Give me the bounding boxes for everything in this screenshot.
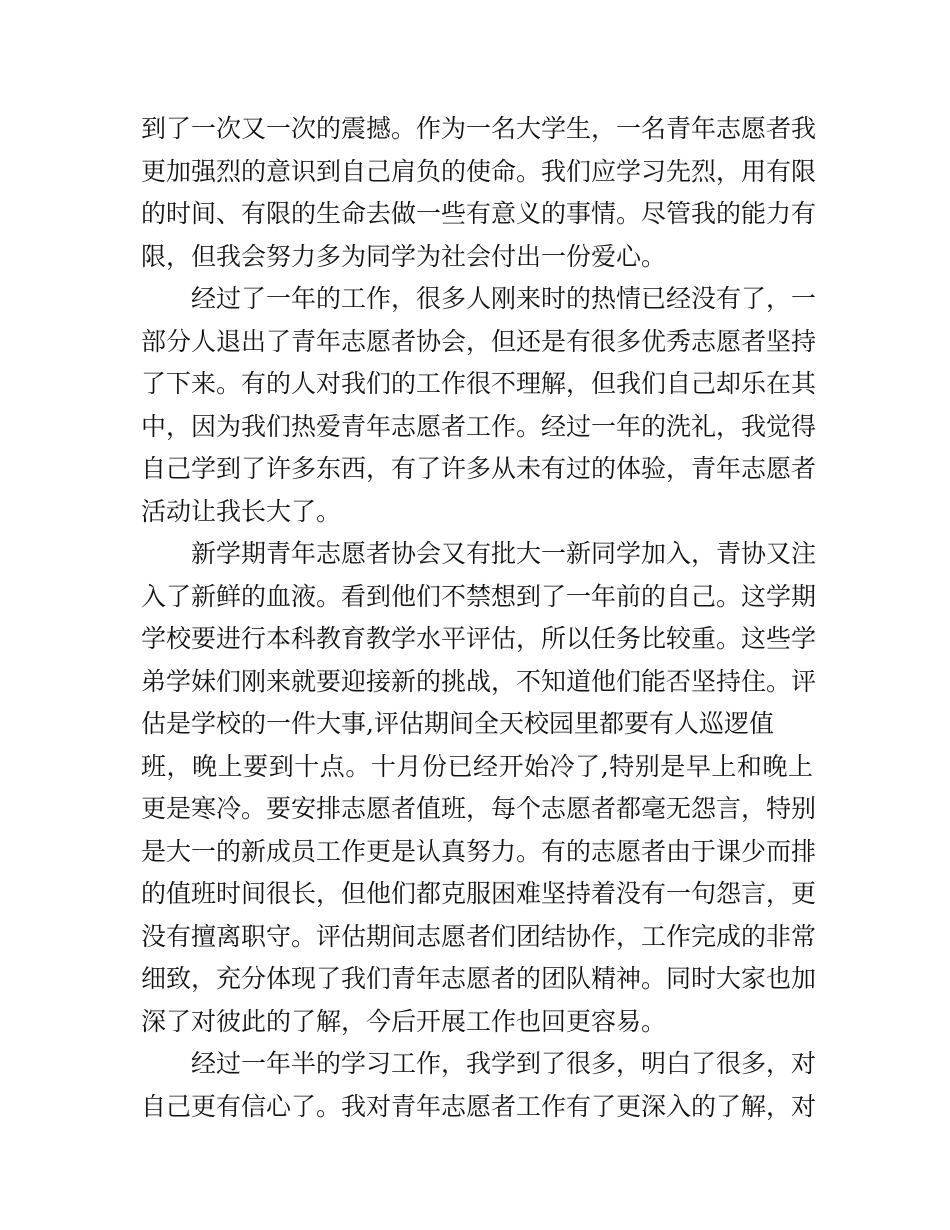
text-line: 深了对彼此的了解，今后开展工作也回更容易。 — [141, 1006, 667, 1036]
text-line: 自己学到了许多东西，有了许多从未有过的体验，青年志愿者 — [141, 454, 817, 483]
text-line: 的时间、有限的生命去做一些有意义的事情。尽管我的能力有 — [141, 199, 817, 228]
text-line: 弟学妹们刚来就要迎接新的挑战，不知道他们能否坚持住。评 — [141, 666, 817, 696]
text-line: 部分人退出了青年志愿者协会，但还是有很多优秀志愿者坚持 — [141, 326, 817, 356]
text-line: 估是学校的一件大事,评估期间全天校园里都要有人巡逻值 — [141, 709, 774, 738]
text-line: 新学期青年志愿者协会又有批大一新同学加入，青协又注 — [191, 539, 817, 568]
paragraph — [141, 108, 817, 278]
text-line: 中，因为我们热爱青年志愿者工作。经过一年的洗礼，我觉得 — [141, 411, 817, 441]
text-line: 入了新鲜的血液。看到他们不禁想到了一年前的自己。这学期 — [141, 581, 817, 611]
text-line: 经过一年半的学习工作，我学到了很多，明白了很多，对 — [191, 1049, 817, 1078]
text-line: 更加强烈的意识到自己肩负的使命。我们应学习先烈，用有限 — [141, 156, 817, 186]
text-line: 限，但我会努力多为同学为社会付出一份爱心。 — [141, 241, 667, 271]
text-line: 到了一次又一次的震撼。作为一名大学生，一名青年志愿者我 — [141, 114, 817, 143]
document-page — [141, 108, 817, 1128]
paragraph — [141, 1043, 817, 1128]
text-line: 学校要进行本科教育教学水平评估，所以任务比较重。这些学 — [141, 624, 817, 653]
text-line: 自己更有信心了。我对青年志愿者工作有了更深入的了解，对 — [141, 1091, 817, 1121]
text-line: 班，晚上要到十点。十月份已经开始冷了,特别是早上和晚上 — [141, 751, 813, 781]
text-line: 了下来。有的人对我们的工作很不理解，但我们自己却乐在其 — [141, 369, 817, 398]
text-line: 的值班时间很长，但他们都克服困难坚持着没有一句怨言，更 — [141, 879, 817, 908]
text-line: 是大一的新成员工作更是认真努力。有的志愿者由于课少而排 — [141, 836, 817, 866]
paragraph — [141, 278, 817, 533]
text-line: 没有擅离职守。评估期间志愿者们团结协作，工作完成的非常 — [141, 921, 817, 951]
paragraph — [141, 533, 817, 1043]
text-line: 细致，充分体现了我们青年志愿者的团队精神。同时大家也加 — [141, 964, 817, 993]
text-line: 经过了一年的工作，很多人刚来时的热情已经没有了，一 — [191, 284, 817, 313]
text-line: 活动让我长大了。 — [141, 496, 342, 526]
text-line: 更是寒冷。要安排志愿者值班，每个志愿者都毫无怨言，特别 — [141, 794, 817, 823]
